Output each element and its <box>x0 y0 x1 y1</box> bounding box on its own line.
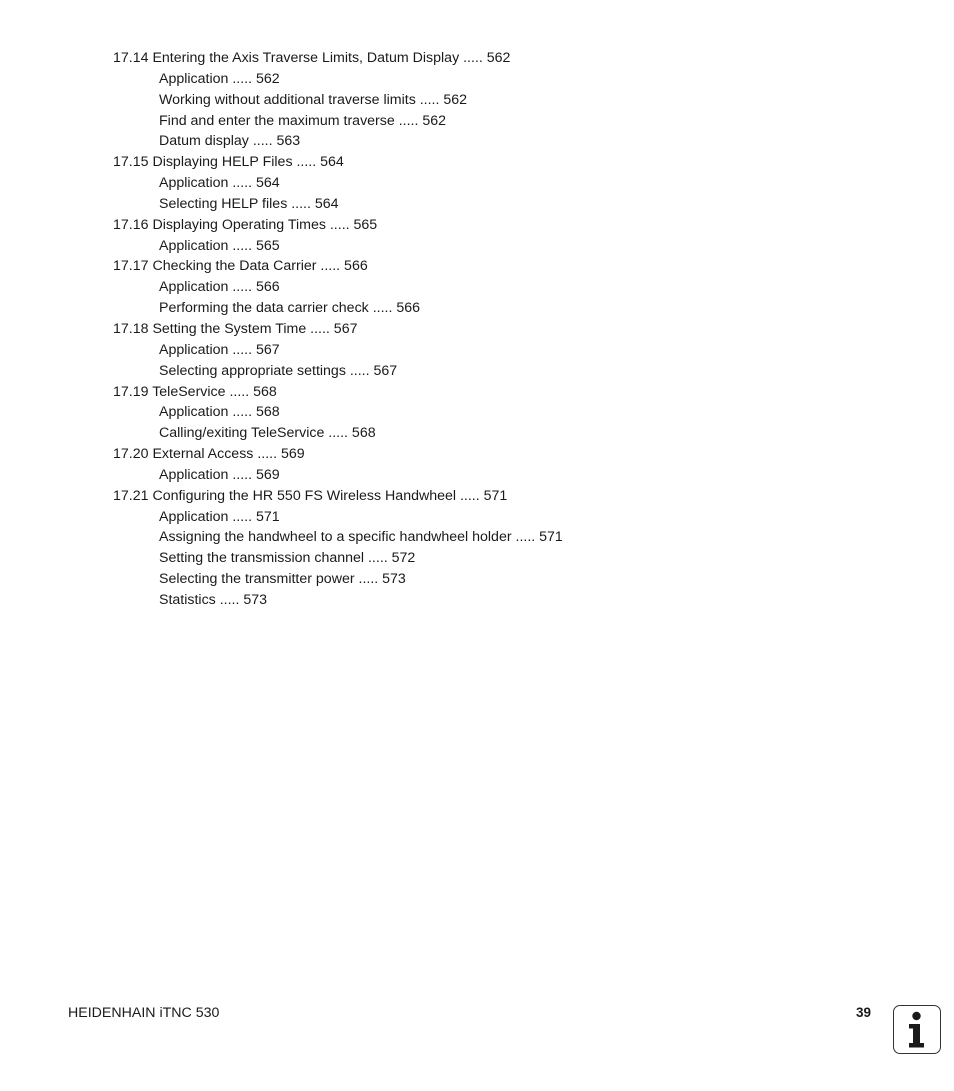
toc-subentry[interactable]: Application ..... 569 <box>159 466 280 483</box>
toc-subentry[interactable]: Application ..... 562 <box>159 70 280 87</box>
toc-subentry[interactable]: Selecting appropriate settings ..... 567 <box>159 362 398 379</box>
toc-subentry[interactable]: Setting the transmission channel ..... 572 <box>159 550 416 567</box>
toc-subentry[interactable]: Performing the data carrier check ..... 566 <box>159 300 421 317</box>
toc-subentry[interactable]: Application ..... 571 <box>159 508 280 525</box>
toc-subentry[interactable]: Find and enter the maximum traverse ..... 562 <box>159 112 447 129</box>
toc-entry[interactable]: 17.17 Checking the Data Carrier ..... 566 <box>113 258 368 275</box>
toc-subentry[interactable]: Application ..... 566 <box>159 279 280 296</box>
toc-subentry[interactable]: Calling/exiting TeleService ..... 568 <box>159 425 376 442</box>
toc-entry[interactable]: 17.19 TeleService ..... 568 <box>113 383 277 400</box>
toc-entry[interactable]: 17.16 Displaying Operating Times ..... 565 <box>113 216 378 233</box>
footer-title: HEIDENHAIN iTNC 530 <box>68 1005 220 1021</box>
toc-entry[interactable]: 17.18 Setting the System Time ..... 567 <box>113 320 358 337</box>
toc-subentry[interactable]: Assigning the handwheel to a specific handwheel holder ..... 571 <box>159 529 563 546</box>
toc-subentry[interactable]: Statistics ..... 573 <box>159 591 268 608</box>
toc-subentry[interactable]: Application ..... 564 <box>159 175 280 192</box>
toc-subentry[interactable]: Selecting the transmitter power ..... 573 <box>159 571 406 588</box>
toc-subentry[interactable]: Datum display ..... 563 <box>159 133 301 150</box>
toc-subentry[interactable]: Application ..... 565 <box>159 237 280 254</box>
toc-entry[interactable]: 17.20 External Access ..... 569 <box>113 446 305 463</box>
toc-subentry[interactable]: Application ..... 568 <box>159 404 280 421</box>
toc-entry[interactable]: 17.21 Configuring the HR 550 FS Wireless Handwheel ..... 571 <box>113 487 508 504</box>
toc-subentry[interactable]: Application ..... 567 <box>159 341 280 358</box>
toc-entry[interactable]: 17.15 Displaying HELP Files ..... 564 <box>113 154 344 171</box>
toc-entry[interactable]: 17.14 Entering the Axis Traverse Limits, Datum Display ..... 562 <box>113 50 511 66</box>
table-of-contents <box>113 48 563 611</box>
page-number: 39 <box>856 1005 872 1020</box>
info-glyph <box>894 1006 939 1052</box>
info-icon <box>893 1005 941 1054</box>
toc-subentry[interactable]: Working without additional traverse limits ..... 562 <box>159 91 468 108</box>
toc-subentry[interactable]: Selecting HELP files ..... 564 <box>159 195 339 212</box>
